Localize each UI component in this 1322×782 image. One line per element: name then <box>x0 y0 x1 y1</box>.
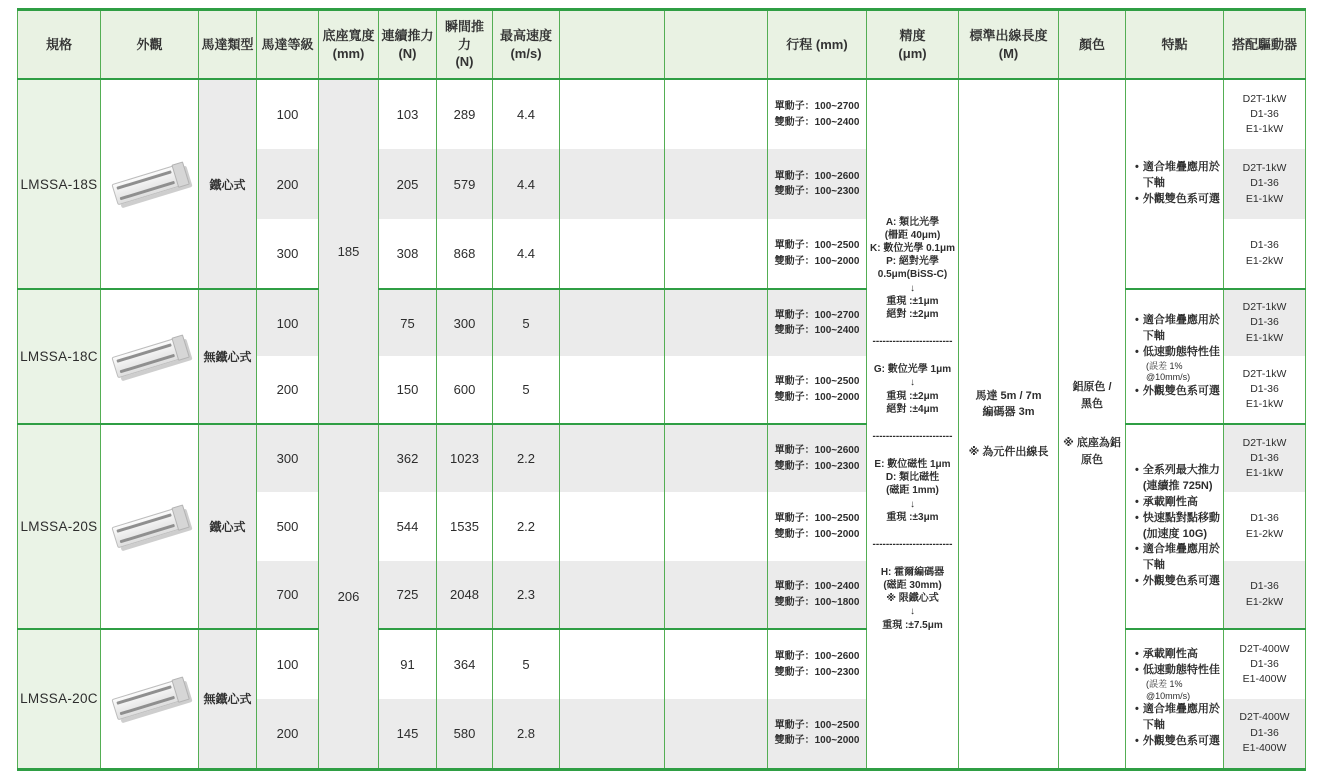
stroke-range: 單動子：100~2500 雙動子：100~2000 <box>768 356 867 424</box>
motor-grade: 500 <box>257 492 319 561</box>
spacer-cell <box>665 561 768 629</box>
col-header-color: 顏色 <box>1059 10 1126 80</box>
product-photo-cell <box>101 424 199 629</box>
features-list: • 適合堆疊應用於下軸 • 低速動態特性佳 (誤差 1% @10mm/s) • 外觀雙色系可選 <box>1126 289 1224 424</box>
spacer-cell <box>665 356 768 424</box>
col-header-drivers: 搭配驅動器 <box>1224 10 1306 80</box>
color-spec: 鋁原色 / 黑色 ※ 底座為鋁 原色 <box>1059 79 1126 769</box>
spacer-cell <box>665 149 768 219</box>
base-width: 206 <box>319 424 379 769</box>
max-speed: 4.4 <box>493 79 560 149</box>
driver-list: D1-36 E1-2kW <box>1224 561 1306 629</box>
features-list: • 承載剛性高 • 低速動態特性佳 (誤差 1% @10mm/s) • 適合堆疊應用於下軸 • 外觀雙色系可選 <box>1126 629 1224 769</box>
col-header-precision: 精度 (μm) <box>867 10 959 80</box>
motor-grade: 700 <box>257 561 319 629</box>
instant-thrust: 2048 <box>437 561 493 629</box>
motor-grade: 300 <box>257 219 319 289</box>
col-header-stroke: 行程 (mm) <box>768 10 867 80</box>
driver-list: D2T-1kW D1-36 E1-1kW <box>1224 79 1306 149</box>
spacer-cell <box>665 492 768 561</box>
driver-list: D2T-1kW D1-36 E1-1kW <box>1224 356 1306 424</box>
cable-length-spec: 馬達 5m / 7m 編碼器 3m ※ 為元件出線長 <box>959 79 1059 769</box>
max-speed: 4.4 <box>493 149 560 219</box>
max-speed: 2.3 <box>493 561 560 629</box>
spacer-cell <box>665 79 768 149</box>
driver-list: D2T-1kW D1-36 E1-1kW <box>1224 149 1306 219</box>
motor-grade: 200 <box>257 356 319 424</box>
max-speed: 4.4 <box>493 219 560 289</box>
motor-type: 鐵心式 <box>199 79 257 289</box>
product-photo <box>103 667 196 731</box>
model-name-lmssa-18s: LMSSA-18S <box>18 79 101 289</box>
stroke-range: 單動子：100~2500 雙動子：100~2000 <box>768 492 867 561</box>
features-list: • 適合堆疊應用於下軸 • 外觀雙色系可選 <box>1126 79 1224 289</box>
spacer-cell <box>560 356 665 424</box>
stroke-range: 單動子：100~2400 雙動子：100~1800 <box>768 561 867 629</box>
stroke-range: 單動子：100~2600 雙動子：100~2300 <box>768 629 867 699</box>
driver-list: D1-36 E1-2kW <box>1224 492 1306 561</box>
continuous-thrust: 91 <box>379 629 437 699</box>
col-header-motor-grade: 馬達等級 <box>257 10 319 80</box>
product-photo <box>103 325 196 389</box>
continuous-thrust: 103 <box>379 79 437 149</box>
stroke-range: 單動子：100~2500 雙動子：100~2000 <box>768 219 867 289</box>
col-header-blank-2 <box>665 10 768 80</box>
spacer-cell <box>560 289 665 356</box>
model-name-lmssa-18c: LMSSA-18C <box>18 289 101 424</box>
instant-thrust: 868 <box>437 219 493 289</box>
product-photo <box>103 495 196 559</box>
stroke-range: 單動子：100~2600 雙動子：100~2300 <box>768 149 867 219</box>
spacer-cell <box>560 629 665 699</box>
col-header-appearance: 外觀 <box>101 10 199 80</box>
max-speed: 5 <box>493 356 560 424</box>
model-name-lmssa-20s: LMSSA-20S <box>18 424 101 629</box>
model-name-lmssa-20c: LMSSA-20C <box>18 629 101 769</box>
spacer-cell <box>665 629 768 699</box>
col-header-cable-length: 標準出線長度 (M) <box>959 10 1059 80</box>
continuous-thrust: 308 <box>379 219 437 289</box>
spacer-cell <box>560 561 665 629</box>
product-photo-cell <box>101 629 199 769</box>
table-row <box>18 79 1306 149</box>
instant-thrust: 1023 <box>437 424 493 492</box>
driver-list: D1-36 E1-2kW <box>1224 219 1306 289</box>
max-speed: 2.8 <box>493 699 560 769</box>
driver-list: D2T-1kW D1-36 E1-1kW <box>1224 289 1306 356</box>
col-header-instant-thrust: 瞬間推力 (N) <box>437 10 493 80</box>
motor-grade: 200 <box>257 149 319 219</box>
instant-thrust: 1535 <box>437 492 493 561</box>
max-speed: 2.2 <box>493 492 560 561</box>
continuous-thrust: 75 <box>379 289 437 356</box>
spec-table-container <box>17 8 1306 771</box>
col-header-base-width: 底座寬度 (mm) <box>319 10 379 80</box>
spacer-cell <box>560 424 665 492</box>
spacer-cell <box>665 424 768 492</box>
continuous-thrust: 362 <box>379 424 437 492</box>
product-photo-cell <box>101 289 199 424</box>
product-photo-cell <box>101 79 199 289</box>
motor-grade: 100 <box>257 79 319 149</box>
motor-grade: 300 <box>257 424 319 492</box>
col-header-continuous-thrust: 連續推力 (N) <box>379 10 437 80</box>
stroke-range: 單動子：100~2600 雙動子：100~2300 <box>768 424 867 492</box>
base-width: 185 <box>319 79 379 424</box>
spacer-cell <box>665 219 768 289</box>
spacer-cell <box>560 219 665 289</box>
spacer-cell <box>665 699 768 769</box>
col-header-motor-type: 馬達類型 <box>199 10 257 80</box>
motor-type: 無鐵心式 <box>199 289 257 424</box>
max-speed: 2.2 <box>493 424 560 492</box>
motor-grade: 200 <box>257 699 319 769</box>
precision-spec: A: 類比光學 (柵距 40μm) K: 數位光學 0.1μm P: 絕對光學 0.5μm(BiSS-C) ↓ 重現 :±1μm 絕對 :±2μm ------------------------ G: 數位光學 1μm ↓ 重現 :±2μm 絕對 :±4μm ------------------------ E: 數位磁性 1μm D: 類比磁性 (磁距 1mm) ↓ 重現 :±3μm ------------------------ H: 霍爾編碼器 (磁距 30mm) ※ 限鐵心式 ↓ 重現 :±7.5μm <box>867 79 959 769</box>
instant-thrust: 364 <box>437 629 493 699</box>
col-header-features: 特點 <box>1126 10 1224 80</box>
continuous-thrust: 150 <box>379 356 437 424</box>
driver-list: D2T-400W D1-36 E1-400W <box>1224 699 1306 769</box>
stroke-range: 單動子：100~2700 雙動子：100~2400 <box>768 79 867 149</box>
instant-thrust: 300 <box>437 289 493 356</box>
spacer-cell <box>560 699 665 769</box>
driver-list: D2T-400W D1-36 E1-400W <box>1224 629 1306 699</box>
spacer-cell <box>560 149 665 219</box>
stroke-range: 單動子：100~2500 雙動子：100~2000 <box>768 699 867 769</box>
header-row <box>18 10 1306 80</box>
continuous-thrust: 205 <box>379 149 437 219</box>
spacer-cell <box>560 79 665 149</box>
linear-motor-spec-table <box>17 8 1306 771</box>
features-list: • 全系列最大推力 (連續推 725N) • 承載剛性高 • 快速點對點移動 (加速度 10G) • 適合堆疊應用於下軸 • 外觀雙色系可選 <box>1126 424 1224 629</box>
motor-grade: 100 <box>257 289 319 356</box>
continuous-thrust: 544 <box>379 492 437 561</box>
driver-list: D2T-1kW D1-36 E1-1kW <box>1224 424 1306 492</box>
instant-thrust: 289 <box>437 79 493 149</box>
instant-thrust: 600 <box>437 356 493 424</box>
col-header-blank-1 <box>560 10 665 80</box>
col-header-max-speed: 最高速度 (m/s) <box>493 10 560 80</box>
motor-type: 鐵心式 <box>199 424 257 629</box>
max-speed: 5 <box>493 289 560 356</box>
instant-thrust: 579 <box>437 149 493 219</box>
col-header-spec: 規格 <box>18 10 101 80</box>
continuous-thrust: 145 <box>379 699 437 769</box>
stroke-range: 單動子：100~2700 雙動子：100~2400 <box>768 289 867 356</box>
continuous-thrust: 725 <box>379 561 437 629</box>
max-speed: 5 <box>493 629 560 699</box>
motor-type: 無鐵心式 <box>199 629 257 769</box>
spacer-cell <box>560 492 665 561</box>
spacer-cell <box>665 289 768 356</box>
product-photo <box>103 152 196 216</box>
motor-grade: 100 <box>257 629 319 699</box>
instant-thrust: 580 <box>437 699 493 769</box>
